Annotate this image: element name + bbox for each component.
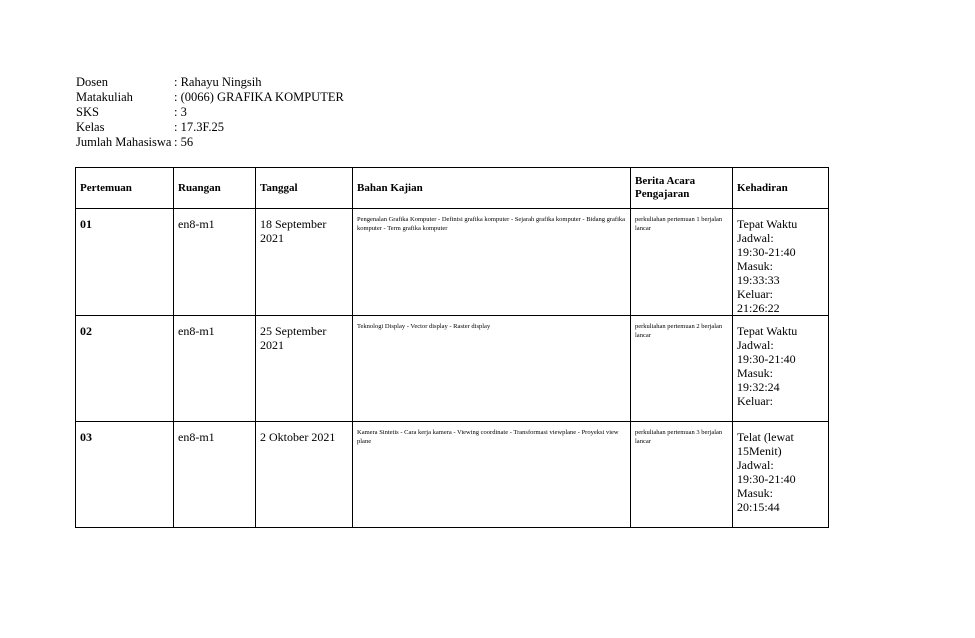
cell-tanggal: 25 September 2021 [256,316,353,422]
table-row [76,422,829,528]
cell-berita-acara: perkuliahan pertemuan 2 berjalan lancar [631,316,733,422]
kehadiran-masuk-value: 19:32:24 [737,380,780,394]
kehadiran-jadwal-label: Jadwal: [737,231,774,245]
kehadiran-masuk-value: 19:33:33 [737,273,780,287]
header-pertemuan: Pertemuan [76,168,174,209]
kehadiran-status: Telat (lewat 15Menit) [737,430,794,458]
header-tanggal: Tanggal [256,168,353,209]
header-berita-acara: Berita Acara Pengajaran [631,168,733,209]
attendance-table [75,167,829,528]
jumlah-value: : 56 [174,135,194,149]
attendance-table-wrapper [75,167,828,537]
kehadiran-masuk-label: Masuk: [737,366,773,380]
table-header-row [76,168,829,209]
kehadiran-keluar-value: 21:26:22 [737,301,780,315]
cell-bahan-kajian: Pengenalan Grafika Komputer - Definisi grafika komputer - Sejarah grafika komputer - Bidang grafika komputer - Term grafika komputer [353,209,631,316]
header-bahan-kajian: Bahan Kajian [353,168,631,209]
course-info [76,75,344,150]
kehadiran-status: Tepat Waktu [737,217,798,231]
jumlah-row [76,135,344,150]
cell-ruangan: en8-m1 [174,422,256,528]
kelas-value: : 17.3F.25 [174,120,225,134]
sks-value: : 3 [174,105,187,119]
cell-kehadiran [733,316,829,422]
cell-bahan-kajian: Kamera Sintetis - Cara kerja kamera - Viewing coordinate - Transformasi viewplane - Proyeksi view plane [353,422,631,528]
kehadiran-keluar-label: Keluar: [737,287,773,301]
kehadiran-jadwal-label: Jadwal: [737,338,774,352]
kehadiran-jadwal-value: 19:30-21:40 [737,472,796,486]
cell-kehadiran [733,422,829,528]
kehadiran-jadwal-label: Jadwal: [737,458,774,472]
header-ruangan: Ruangan [174,168,256,209]
kelas-row [76,120,344,135]
dosen-row [76,75,344,90]
cell-ruangan: en8-m1 [174,209,256,316]
jumlah-label: Jumlah Mahasiswa [76,135,172,149]
cell-kehadiran [733,209,829,316]
table-row [76,316,829,422]
kehadiran-masuk-label: Masuk: [737,486,773,500]
kehadiran-masuk-value: 20:15:44 [737,500,780,514]
table-row [76,209,829,316]
matakuliah-label: Matakuliah [76,90,133,104]
sks-label: SKS [76,105,99,119]
matakuliah-value: : (0066) GRAFIKA KOMPUTER [174,90,344,104]
kelas-label: Kelas [76,120,105,134]
cell-ruangan: en8-m1 [174,316,256,422]
cell-pertemuan: 03 [76,422,174,528]
header-kehadiran: Kehadiran [733,168,829,209]
sks-row [76,105,344,120]
cell-berita-acara: perkuliahan pertemuan 3 berjalan lancar [631,422,733,528]
cell-berita-acara: perkuliahan pertemuan 1 berjalan lancar [631,209,733,316]
matakuliah-row [76,90,344,105]
cell-tanggal: 2 Oktober 2021 [256,422,353,528]
cell-tanggal: 18 September 2021 [256,209,353,316]
kehadiran-jadwal-value: 19:30-21:40 [737,245,796,259]
cell-pertemuan: 02 [76,316,174,422]
kehadiran-jadwal-value: 19:30-21:40 [737,352,796,366]
kehadiran-status: Tepat Waktu [737,324,798,338]
kehadiran-keluar-label: Keluar: [737,394,773,408]
kehadiran-masuk-label: Masuk: [737,259,773,273]
dosen-label: Dosen [76,75,108,89]
dosen-value: : Rahayu Ningsih [174,75,262,89]
cell-pertemuan: 01 [76,209,174,316]
cell-bahan-kajian: Teknologi Display - Vector display - Raster display [353,316,631,422]
